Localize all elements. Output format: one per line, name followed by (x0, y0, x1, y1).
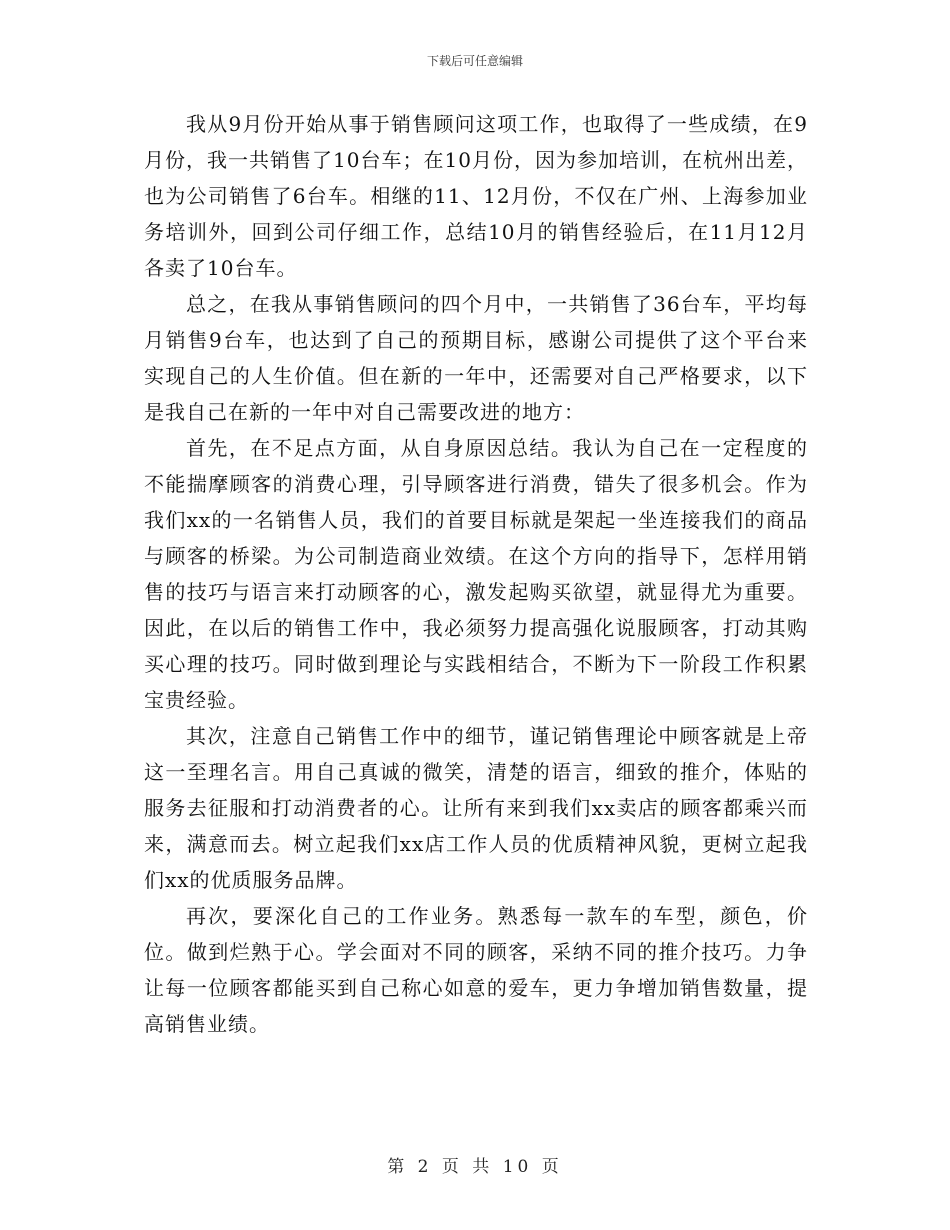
page-header: 下载后可任意编辑 (426, 54, 523, 68)
paragraph-third-improvement: 再次，要深化自己的工作业务。熟悉每一款车的车型，颜色，价位。做到烂熟于心。学会面对不同的顾客，采纳不同的推介技巧。力争让每一位顾客都能买到自己称心如意的爱车，更力争增加销售数量，提高销售业绩。 (144, 904, 808, 1036)
paragraph-sales-record: 我从9月份开始从事于销售顾问这项工作，也取得了一些成绩，在9月份，我一共销售了10台车；在10月份，因为参加培训，在杭州出差，也为公司销售了6台车。相继的11、12月份，不仅在广州、上海参加业务培训外，回到公司仔细工作，总结10月的销售经验后，在11月12月各卖了10台车。 (144, 112, 808, 280)
page-number-footer: 第 2 页 共 10 页 (387, 1157, 563, 1177)
paragraph-first-improvement: 首先，在不足点方面，从自身原因总结。我认为自己在一定程度的不能揣摩顾客的消费心理，引导顾客进行消费，错失了很多机会。作为我们xx的一名销售人员，我们的首要目标就是架起一坐连接我们的商品与顾客的桥梁。为公司制造商业效绩。在这个方向的指导下，怎样用销售的技巧与语言来打动顾客的心，激发起购买欲望，就显得尤为重要。因此，在以后的销售工作中，我必须努力提高强化说服顾客，打动其购买心理的技巧。同时做到理论与实践相结合，不断为下一阶段工作积累宝贵经验。 (144, 436, 808, 712)
paragraph-second-improvement: 其次，注意自己销售工作中的细节，谨记销售理论中顾客就是上帝这一至理名言。用自己真诚的微笑，清楚的语言，细致的推介，体贴的服务去征服和打动消费者的心。让所有来到我们xx卖店的顾客都乘兴而来，满意而去。树立起我们xx店工作人员的优质精神风貌，更树立起我们xx的优质服务品牌。 (144, 724, 808, 892)
document-body (144, 106, 808, 1042)
paragraph-summary: 总之，在我从事销售顾问的四个月中，一共销售了36台车，平均每月销售9台车，也达到了自己的预期目标，感谢公司提供了这个平台来实现自己的人生价值。但在新的一年中，还需要对自己严格要求，以下是我自己在新的一年中对自己需要改进的地方： (144, 292, 808, 424)
